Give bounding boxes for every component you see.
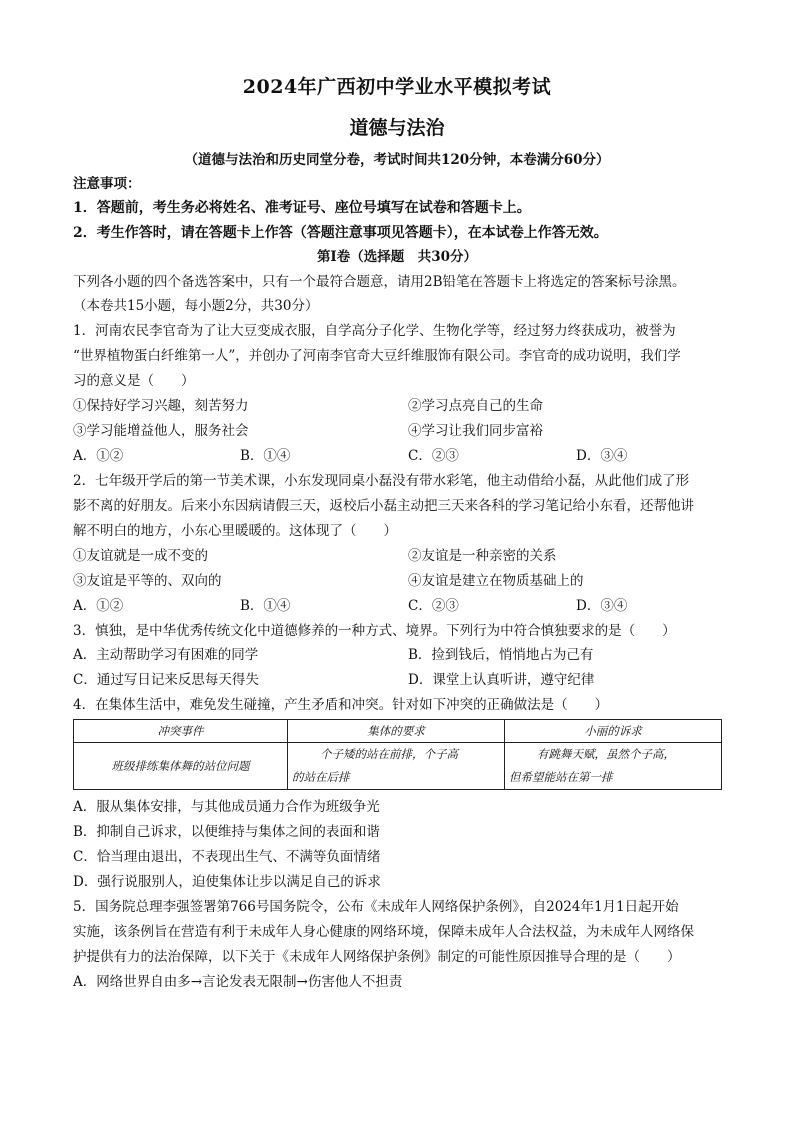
requirement-line-2: 的站在后排 (292, 770, 350, 784)
table-cell-wish (505, 743, 722, 790)
q2-option-c: C．②③ (408, 598, 459, 614)
q2-option-d: D．③④ (576, 598, 628, 614)
q3-option-b: B．捡到钱后，悄悄地占为己有 (408, 647, 594, 663)
exam-title: 2024年广西初中学业水平模拟考试 (242, 76, 552, 98)
table-header-event: 冲突事件 (74, 720, 288, 743)
note-item-1: 1．答题前，考生务必将姓名、准考证号、座位号填写在试卷和答题卡上。 (73, 200, 531, 216)
q2-stem-line-3: 解不明白的地方，小东心里暖暖的。这体现了（ ） (73, 523, 397, 539)
q5-stem-line-1: 5．国务院总理李强签署第766号国务院令，公布《未成年人网络保护条例》，自2024年1月1日起开始 (73, 899, 679, 915)
wish-line-2: 但希望能站在第一排 (509, 770, 613, 784)
q1-statement-1: ①保持好学习兴趣，刻苦努力 (73, 398, 249, 414)
table-header-wish: 小丽的诉求 (505, 720, 722, 743)
subject-title: 道德与法治 (349, 117, 445, 139)
wish-line-1: 有跳舞天赋，虽然个子高， (537, 747, 675, 761)
section-title: 第Ⅰ卷（选择题 共30分） (316, 249, 478, 265)
q2-option-a: A．①② (73, 598, 124, 614)
q2-statement-2: ②友谊是一种亲密的关系 (408, 548, 557, 564)
q4-option-a: A．服从集体安排，与其他成员通力合作为班级争光 (73, 799, 380, 815)
section-count: （本卷共15小题，每小题2分，共30分） (73, 298, 319, 314)
section-instruction: 下列各小题的四个备选答案中，只有一个最符合题意，请用2B铅笔在答题卡上将选定的答案标号涂黑。 (73, 274, 686, 290)
q1-statement-2: ②学习点亮自己的生命 (408, 398, 543, 414)
q2-stem-line-1: 2．七年级开学后的第一节美术课，小东发现同桌小磊没有带水彩笔，他主动借给小磊，从此他们成了形 (73, 473, 690, 489)
q1-option-d: D．③④ (576, 448, 628, 464)
q3-option-a: A．主动帮助学习有困难的同学 (73, 647, 259, 663)
q2-stem-line-2: 影不离的好朋友。后来小东因病请假三天，返校后小磊主动把三天来各科的学习笔记给小东看，还帮他讲 (73, 498, 694, 514)
q1-option-c: C．②③ (408, 448, 459, 464)
q4-stem: 4．在集体生活中，难免发生碰撞，产生矛盾和冲突。针对如下冲突的正确做法是（ ） (73, 697, 609, 713)
table-header-requirement: 集体的要求 (288, 720, 505, 743)
q4-option-c: C．恰当理由退出，不表现出生气、不满等负面情绪 (73, 849, 381, 865)
table-header-row (74, 720, 722, 743)
q1-statement-3: ③学习能增益他人，服务社会 (73, 423, 249, 439)
q4-conflict-table (73, 719, 722, 790)
q3-stem: 3．慎独，是中华优秀传统文化中道德修养的一种方式、境界。下列行为中符合慎独要求的是（ ） (73, 623, 676, 639)
notes-heading: 注意事项： (73, 176, 141, 192)
q4-option-d: D．强行说服别人，迫使集体让步以满足自己的诉求 (73, 874, 381, 890)
q4-option-b: B．抑制自己诉求，以便维持与集体之间的表面和谐 (73, 824, 380, 840)
table-cell-requirement (288, 743, 505, 790)
requirement-line-1: 个子矮的站在前排，个子高 (320, 747, 458, 761)
table-row (74, 743, 722, 790)
table-cell-event (74, 743, 288, 790)
note-item-2: 2．考生作答时，请在答题卡上作答（答题注意事项见答题卡），在本试卷上作答无效。 (73, 225, 608, 241)
q2-option-b: B．①④ (240, 598, 291, 614)
q5-option-a: A．网络世界自由多→言论发表无限制→伤害他人不担责 (73, 974, 403, 990)
q1-option-b: B．①④ (240, 448, 291, 464)
q2-statement-3: ③友谊是平等的、双向的 (73, 573, 222, 589)
q5-stem-line-3: 护提供有力的法治保障，以下关于《未成年人网络保护条例》制定的可能性原因推导合理的是（ ） (73, 949, 681, 965)
q1-stem-line-2: “世界植物蛋白纤维第一人”，并创办了河南李官奇大豆纤维服饰有限公司。李官奇的成功说明，我们学 (73, 348, 681, 364)
event-text: 班级排练集体舞的站位问题 (111, 758, 250, 773)
q3-option-d: D．课堂上认真听讲，遵守纪律 (408, 672, 595, 688)
q5-stem-line-2: 实施，该条例旨在营造有利于未成年人身心健康的网络环境，保障未成年人合法权益，为未成年人网络保 (73, 924, 694, 940)
q1-statement-4: ④学习让我们同步富裕 (408, 423, 543, 439)
q2-statement-1: ①友谊就是一成不变的 (73, 548, 208, 564)
q2-statement-4: ④友谊是建立在物质基础上的 (408, 573, 584, 589)
exam-subtitle: （道德与法治和历史同堂分卷，考试时间共120分钟，本卷满分60分） (184, 152, 610, 168)
q3-option-c: C．通过写日记来反思每天得失 (73, 672, 259, 688)
q1-stem-line-3: 习的意义是（ ） (73, 373, 195, 389)
q1-option-a: A．①② (73, 448, 124, 464)
q1-stem-line-1: 1．河南农民李官奇为了让大豆变成衣服，自学高分子化学、生物化学等，经过努力终获成功，被誉为 (73, 323, 676, 339)
